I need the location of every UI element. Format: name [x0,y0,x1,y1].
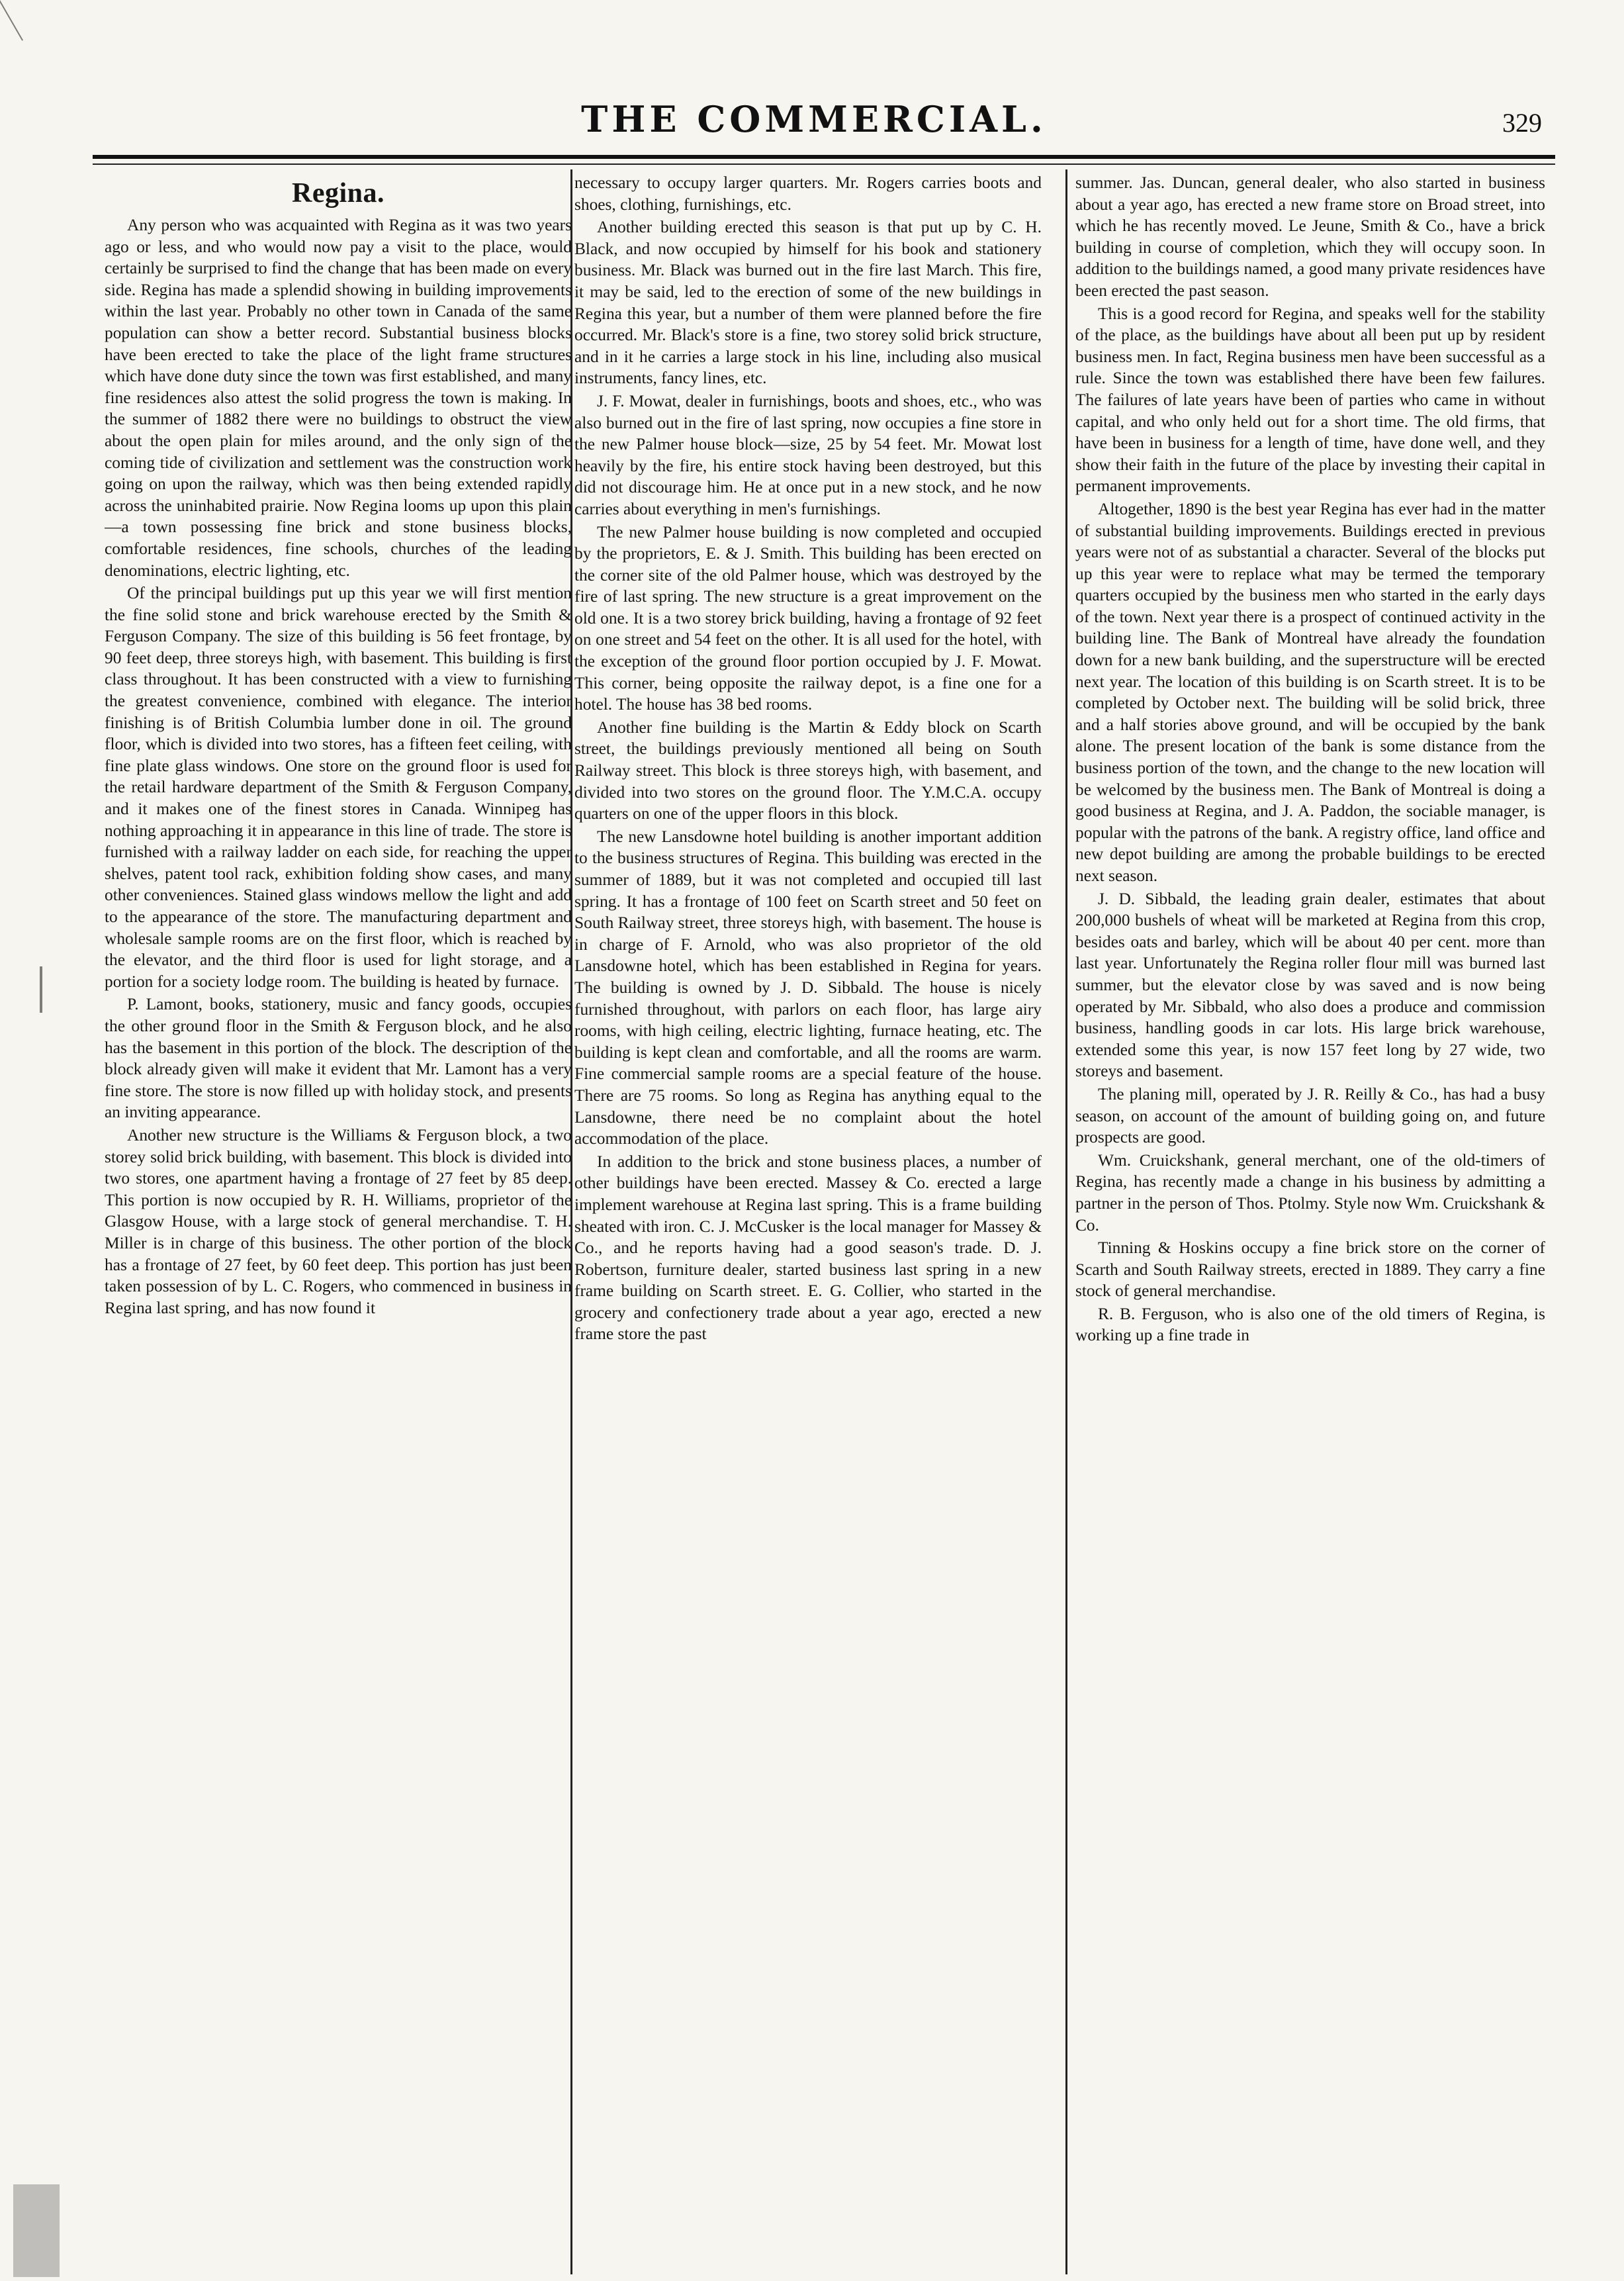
paragraph: In addition to the brick and stone business places, a number of other buildings have been erected. Massey & Co. erected a large implement warehouse at Regina last spring. This is a frame building sheated with iron. C. J. McCusker is the local manager for Massey & Co., and he reports having had a good season's trade. D. J. Robertson, furniture dealer, started business last spring in a new frame building on Scarth street. E. G. Collier, who started in the grocery and confectionery trade about a year ago, erected a new frame store the past [574,1152,1042,1344]
paragraph: Altogether, 1890 is the best year Regina has ever had in the matter of substantial building improvements. Buildings erected in previous years were not of as substantial a character. Several of the blocks put up this year were to replace what may be termed the temporary quarters occupied by the business men who started in the early days of the town. Next year there is a prospect of continued activity in the building line. The Bank of Montreal have already the foundation down for a new bank building, and the superstructure will be erected next year. The location of this building is on Scarth street. It is to be completed by October next. The building will be solid brick, three and a half stories above ground, and will be occupied by the bank alone. The present location of the bank is some distance from the business portion of the town, and the change to the new location will be welcomed by the business men. The Bank of Montreal is doing a good business at Regina, and J. A. Paddon, the sociable manager, is popular with the patrons of the bank. A registry office, land office and new depot building are among the probable buildings to be erected next season. [1075,499,1545,885]
header-rule-thin [93,163,1555,165]
paragraph: R. B. Ferguson, who is also one of the old timers of Regina, is working up a fine trade in [1075,1304,1545,1345]
publication-title: THE COMMERCIAL. [581,98,1047,140]
paragraph: Wm. Cruickshank, general merchant, one of the old-timers of Regina, has recently made a change in his business by admitting a partner in the person of Thos. Ptolmy. Style now Wm. Cruickshank & Co. [1075,1150,1545,1234]
paragraph-continued: summer. Jas. Duncan, general dealer, who also started in business about a year ago, has erected a new frame store on Broad street, into which he has recently moved. Le Jeune, Smith & Co., have a brick building in course of completion, which they will occupy soon. In addition to the buildings named, a good many private residences have been erected the past season. [1075,173,1545,300]
paragraph: The new Palmer house building is now completed and occupied by the proprietors, E. & J. Smith. This building has been erected on the corner site of the old Palmer house, which was destroyed by the fire of last spring. The new structure is a great improvement on the old one. It is a two storey brick building, having a frontage of 92 feet on one street and 54 feet on the other. It is all used for the hotel, with the exception of the ground floor portion occupied by J. F. Mowat. This corner, being opposite the railway depot, is a fine one for a hotel. The house has 38 bed rooms. [574,522,1042,714]
paragraph: P. Lamont, books, stationery, music and fancy goods, occupies the other ground floor in the Smith & Ferguson block, and he also has the basement in this portion of the block. The description of the block already given will make it evident that Mr. Lamont has a very fine store. The store is now filled up with holiday stock, and presents an inviting appearance. [105,995,572,1122]
paragraph: J. F. Mowat, dealer in furnishings, boots and shoes, etc., who was also burned out in the fire of last spring, now occupies a fine store in the new Palmer house block—size, 25 by 54 feet. Mr. Mowat lost heavily by the fire, his entire stock having been destroyed, but this did not discourage him. He at once put in a new stock, and he now carries about everything in men's furnishings. [574,391,1042,518]
paragraph: The new Lansdowne hotel building is another important addition to the business structures of Regina. This building was erected in the summer of 1889, but it was not completed and occupied till last spring. It has a frontage of 100 feet on Scarth street and 50 feet on South Railway street, three storeys high, with basement. The house is in charge of F. Arnold, who was also proprietor of the old Lansdowne hotel, which has been established in Regina for years. The building is owned by J. D. Sibbald. The house is nicely furnished throughout, with parlors on each floor, has large airy rooms, with high ceiling, electric lighting, furnace heating, etc. The building is kept clean and comfortable, and all the rooms are warm. Fine commercial sample rooms are a special feature of the house. There are 75 rooms. So long as Regina has anything equal to the Lansdowne, there need be no complaint about the hotel accommodation of the place. [574,827,1042,1148]
paragraph: Another building erected this season is that put up by C. H. Black, and now occupied by himself for his book and stationery business. Mr. Black was burned out in the fire last March. This fire, it may be said, led to the erection of some of the new buildings in Regina this year, but a number of them were planned before the fire occurred. Mr. Black's store is a fine, two storey solid brick structure, and in it he carries a large stock in his line, including also musical instruments, fancy lines, etc. [574,218,1042,388]
article-heading: Regina. [292,178,384,209]
masthead [86,98,1542,151]
column-1 [105,172,572,2270]
paragraph: Another new structure is the Williams & Ferguson block, a two storey solid brick building, with basement. This block is divided into two stores, one apartment having a frontage of 27 feet by 85 deep. This portion is now occupied by R. H. Williams, proprietor of the Glasgow House, with a large stock of general merchandise. T. H. Miller is in charge of this business. The other portion of the block has a frontage of 27 feet, by 60 feet deep. This portion has just been taken possession of by L. C. Rogers, who commenced in business in Regina last spring, and has now found it [105,1125,572,1317]
paragraph-continued: necessary to occupy larger quarters. Mr. Rogers carries boots and shoes, clothing, furnishings, etc. [574,173,1042,214]
paragraph: The planing mill, operated by J. R. Reilly & Co., has had a busy season, on account of the amount of building going on, and future prospects are good. [1075,1084,1545,1147]
paragraph: Any person who was acquainted with Regina as it was two years ago or less, and who would now pay a visit to the place, would certainly be surprised to find the change that has been made on every side. Regina has made a splendid showing in building improvements within the last year. Probably no other town in Canada of the same population can show a better record. Substantial business blocks have been erected to take the place of the light frame structures which have done duty since the town was first established, and many fine residences also attest the solid progress the town is making. In the summer of 1882 there were no buildings to obstruct the view about the open plain for miles around, and the only sign of the coming tide of civilization and settlement was the construction work going on upon the railway, which was then being extended rapidly across the uninhabited prairie. Now Regina looms up upon this plain—a town possessing fine brick and stone business blocks, comfortable residences, fine schools, churches of the leading denominations, electric lighting, etc. [105,216,572,580]
column-3 [1075,172,1545,2270]
scan-mark-margin [40,966,42,1013]
scan-mark-corner [0,0,23,41]
paragraph: This is a good record for Regina, and speaks well for the stability of the place, as the buildings have about all been put up by resident business men. In fact, Regina business men have been successful as a rule. Since the town was established there have been few failures. The failures of late years have been of parties who came in without capital, and who only held out for a short time. The old firms, that have been in business for a length of time, have done well, and they show their faith in the future of the place by investing their capital in permanent improvements. [1075,304,1545,496]
paragraph: Of the principal buildings put up this year we will first mention the fine solid stone and brick warehouse erected by the Smith & Ferguson Company. The size of this building is 56 feet frontage, by 90 feet deep, three storeys high, with basement. This building is first class throughout. It has been constructed with a view to furnishing the greatest convenience, combined with elegance. The interior finishing is of British Columbia lumber done in oil. The ground floor, which is divided into two stores, has a fifteen feet ceiling, with fine plate glass windows. One store on the ground floor is used for the retail hardware department of the Smith & Ferguson Company, and it makes one of the finest stores in Canada. Winnipeg has nothing approaching it in appearance in this line of trade. The store is furnished with a railway ladder on each side, for reaching the upper shelves, patent tool rack, exhibition folding show cases, and many other conveniences. Stained glass windows mellow the light and add to the appearance of the store. The manufacturing department and wholesale sample rooms are on the first floor, which is reached by the elevator, and the third floor is used for light storage, and a portion for a society lodge room. The building is heated by furnace. [105,584,572,991]
column-divider [1065,169,1067,2274]
paragraph: Another fine building is the Martin & Eddy block on Scarth street, the buildings previously mentioned all being on South Railway street. This block is three storeys high, with basement, and divided into two stores on the ground floor. The Y.M.C.A. occupy quarters on one of the upper floors in this block. [574,718,1042,823]
header-rule-thick [93,155,1555,159]
column-2 [574,172,1042,2270]
paragraph: J. D. Sibbald, the leading grain dealer, estimates that about 200,000 bushels of wheat will be marketed at Regina from this crop, besides oats and barley, which will be about 40 per cent. more than last year. Unfortunately the Regina roller flour mill was burned last summer, but the elevator close by was saved and is now being operated by Mr. Sibbald, who also does a produce and commission business, handling goods in car lots. His large brick warehouse, extended some this year, is now 157 feet long by 27 wide, two storeys and basement. [1075,889,1545,1081]
scan-mark-margin [13,2184,60,2277]
page-number: 329 [1502,108,1542,138]
paragraph: Tinning & Hoskins occupy a fine brick store on the corner of Scarth and South Railway streets, erected in 1889. They carry a fine stock of general merchandise. [1075,1238,1545,1301]
